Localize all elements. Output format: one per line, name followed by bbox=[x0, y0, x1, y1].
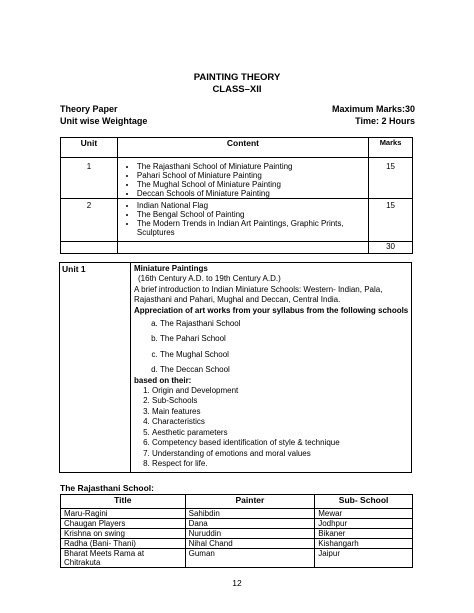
page-title: PAINTING THEORY bbox=[193, 72, 281, 83]
painter-cell: Guman bbox=[185, 549, 315, 568]
col-content: Content bbox=[117, 138, 368, 158]
unit-weightage-label: Unit wise Weightage bbox=[60, 116, 148, 126]
title-cell: Maru-Ragini bbox=[61, 509, 186, 519]
content-cell bbox=[117, 199, 368, 242]
table-row bbox=[61, 158, 413, 199]
list-item: • The Mughal School of Miniature Painting bbox=[137, 180, 365, 189]
school-cell: Jodhpur bbox=[315, 519, 413, 529]
list-item: d. The Deccan School bbox=[160, 365, 410, 375]
marks-cell: 15 bbox=[369, 158, 413, 199]
time-label: Time: 2 Hours bbox=[355, 116, 415, 126]
unit1-appreciation: Appreciation of art works from your syllabus from the following schools bbox=[134, 305, 409, 315]
page-number: 12 bbox=[232, 578, 242, 588]
theory-paper-label: Theory Paper bbox=[60, 104, 118, 114]
list-item: c. The Mughal School bbox=[160, 350, 410, 360]
col-subschool: Sub- School bbox=[315, 495, 413, 509]
page-subtitle: CLASS–XII bbox=[212, 84, 262, 95]
title-cell: Chaugan Players bbox=[61, 519, 186, 529]
list-item: • Deccan Schools of Miniature Painting bbox=[137, 189, 365, 198]
painter-cell: Nuruddin bbox=[185, 529, 315, 539]
list-item: • The Modern Trends in Indian Art Paintings, Graphic Prints, Sculptures bbox=[137, 219, 365, 237]
table-row bbox=[61, 199, 413, 242]
list-item: 7. Understanding of emotions and moral values bbox=[152, 449, 410, 459]
school-cell: Kishangarh bbox=[315, 539, 413, 549]
list-item: • The Rajasthani School of Miniature Painting bbox=[137, 162, 365, 171]
list-item: 6. Competency based identification of style & technique bbox=[152, 438, 410, 448]
unit1-content bbox=[134, 264, 410, 469]
title-cell: Bharat Meets Rama at Chitrakuta bbox=[61, 549, 186, 568]
col-title: Title bbox=[61, 495, 186, 509]
table-row bbox=[61, 509, 413, 519]
total-row bbox=[61, 242, 413, 254]
unit1-heading: Miniature Paintings bbox=[134, 264, 208, 273]
col-unit: Unit bbox=[61, 138, 118, 158]
list-item: • Indian National Flag bbox=[137, 201, 365, 210]
max-marks-label: Maximum Marks:30 bbox=[331, 104, 415, 114]
unit1-period: (16th Century A.D. to 19th Century A.D.) bbox=[138, 274, 281, 284]
weightage-table bbox=[60, 137, 413, 254]
list-item: b. The Pahari School bbox=[160, 334, 410, 344]
title-cell: Krishna on swing bbox=[61, 529, 186, 539]
weightage-header-row bbox=[61, 138, 413, 158]
list-item: 3. Main features bbox=[152, 407, 410, 417]
painter-cell: Sahibdin bbox=[185, 509, 315, 519]
painter-cell: Nihal Chand bbox=[185, 539, 315, 549]
school-cell: Bikaner bbox=[315, 529, 413, 539]
unit1-divider bbox=[130, 262, 131, 473]
col-painter: Painter bbox=[185, 495, 315, 509]
rajasthani-header-row bbox=[61, 495, 413, 509]
unit1-label: Unit 1 bbox=[62, 264, 86, 274]
rajasthani-heading: The Rajasthani School: bbox=[60, 483, 154, 493]
unit-cell: 2 bbox=[61, 199, 118, 242]
list-item: 1. Origin and Development bbox=[152, 386, 410, 396]
marks-cell: 15 bbox=[369, 199, 413, 242]
schools-list bbox=[134, 319, 410, 376]
rajasthani-table bbox=[60, 494, 413, 568]
table-row bbox=[61, 519, 413, 529]
list-item: 2. Sub-Schools bbox=[152, 396, 410, 406]
table-row bbox=[61, 539, 413, 549]
list-item: • The Bengal School of Painting bbox=[137, 210, 365, 219]
list-item: • Pahari School of Miniature Painting bbox=[137, 171, 365, 180]
title-cell: Radha (Bani- Thani) bbox=[61, 539, 186, 549]
list-item: a. The Rajasthani School bbox=[160, 319, 410, 329]
unit1-intro: A brief introduction to Indian Miniature Schools: Western- Indian, Pala, Rajasthani and Pahari, Mughal and Deccan, Central India. bbox=[134, 284, 383, 305]
table-row bbox=[61, 529, 413, 539]
based-on-label: based on their: bbox=[134, 375, 192, 385]
table-row bbox=[61, 549, 413, 568]
school-cell: Jaipur bbox=[315, 549, 413, 568]
painter-cell: Dana bbox=[185, 519, 315, 529]
unit-cell: 1 bbox=[61, 158, 118, 199]
criteria-list bbox=[134, 386, 410, 469]
list-item: 4. Characteristics bbox=[152, 417, 410, 427]
content-cell bbox=[117, 158, 368, 199]
list-item: 8. Respect for life. bbox=[152, 459, 410, 469]
list-item: 5. Aesthetic parameters bbox=[152, 428, 410, 438]
school-cell: Mewar bbox=[315, 509, 413, 519]
total-marks: 30 bbox=[369, 242, 413, 254]
col-marks: Marks bbox=[369, 138, 413, 158]
